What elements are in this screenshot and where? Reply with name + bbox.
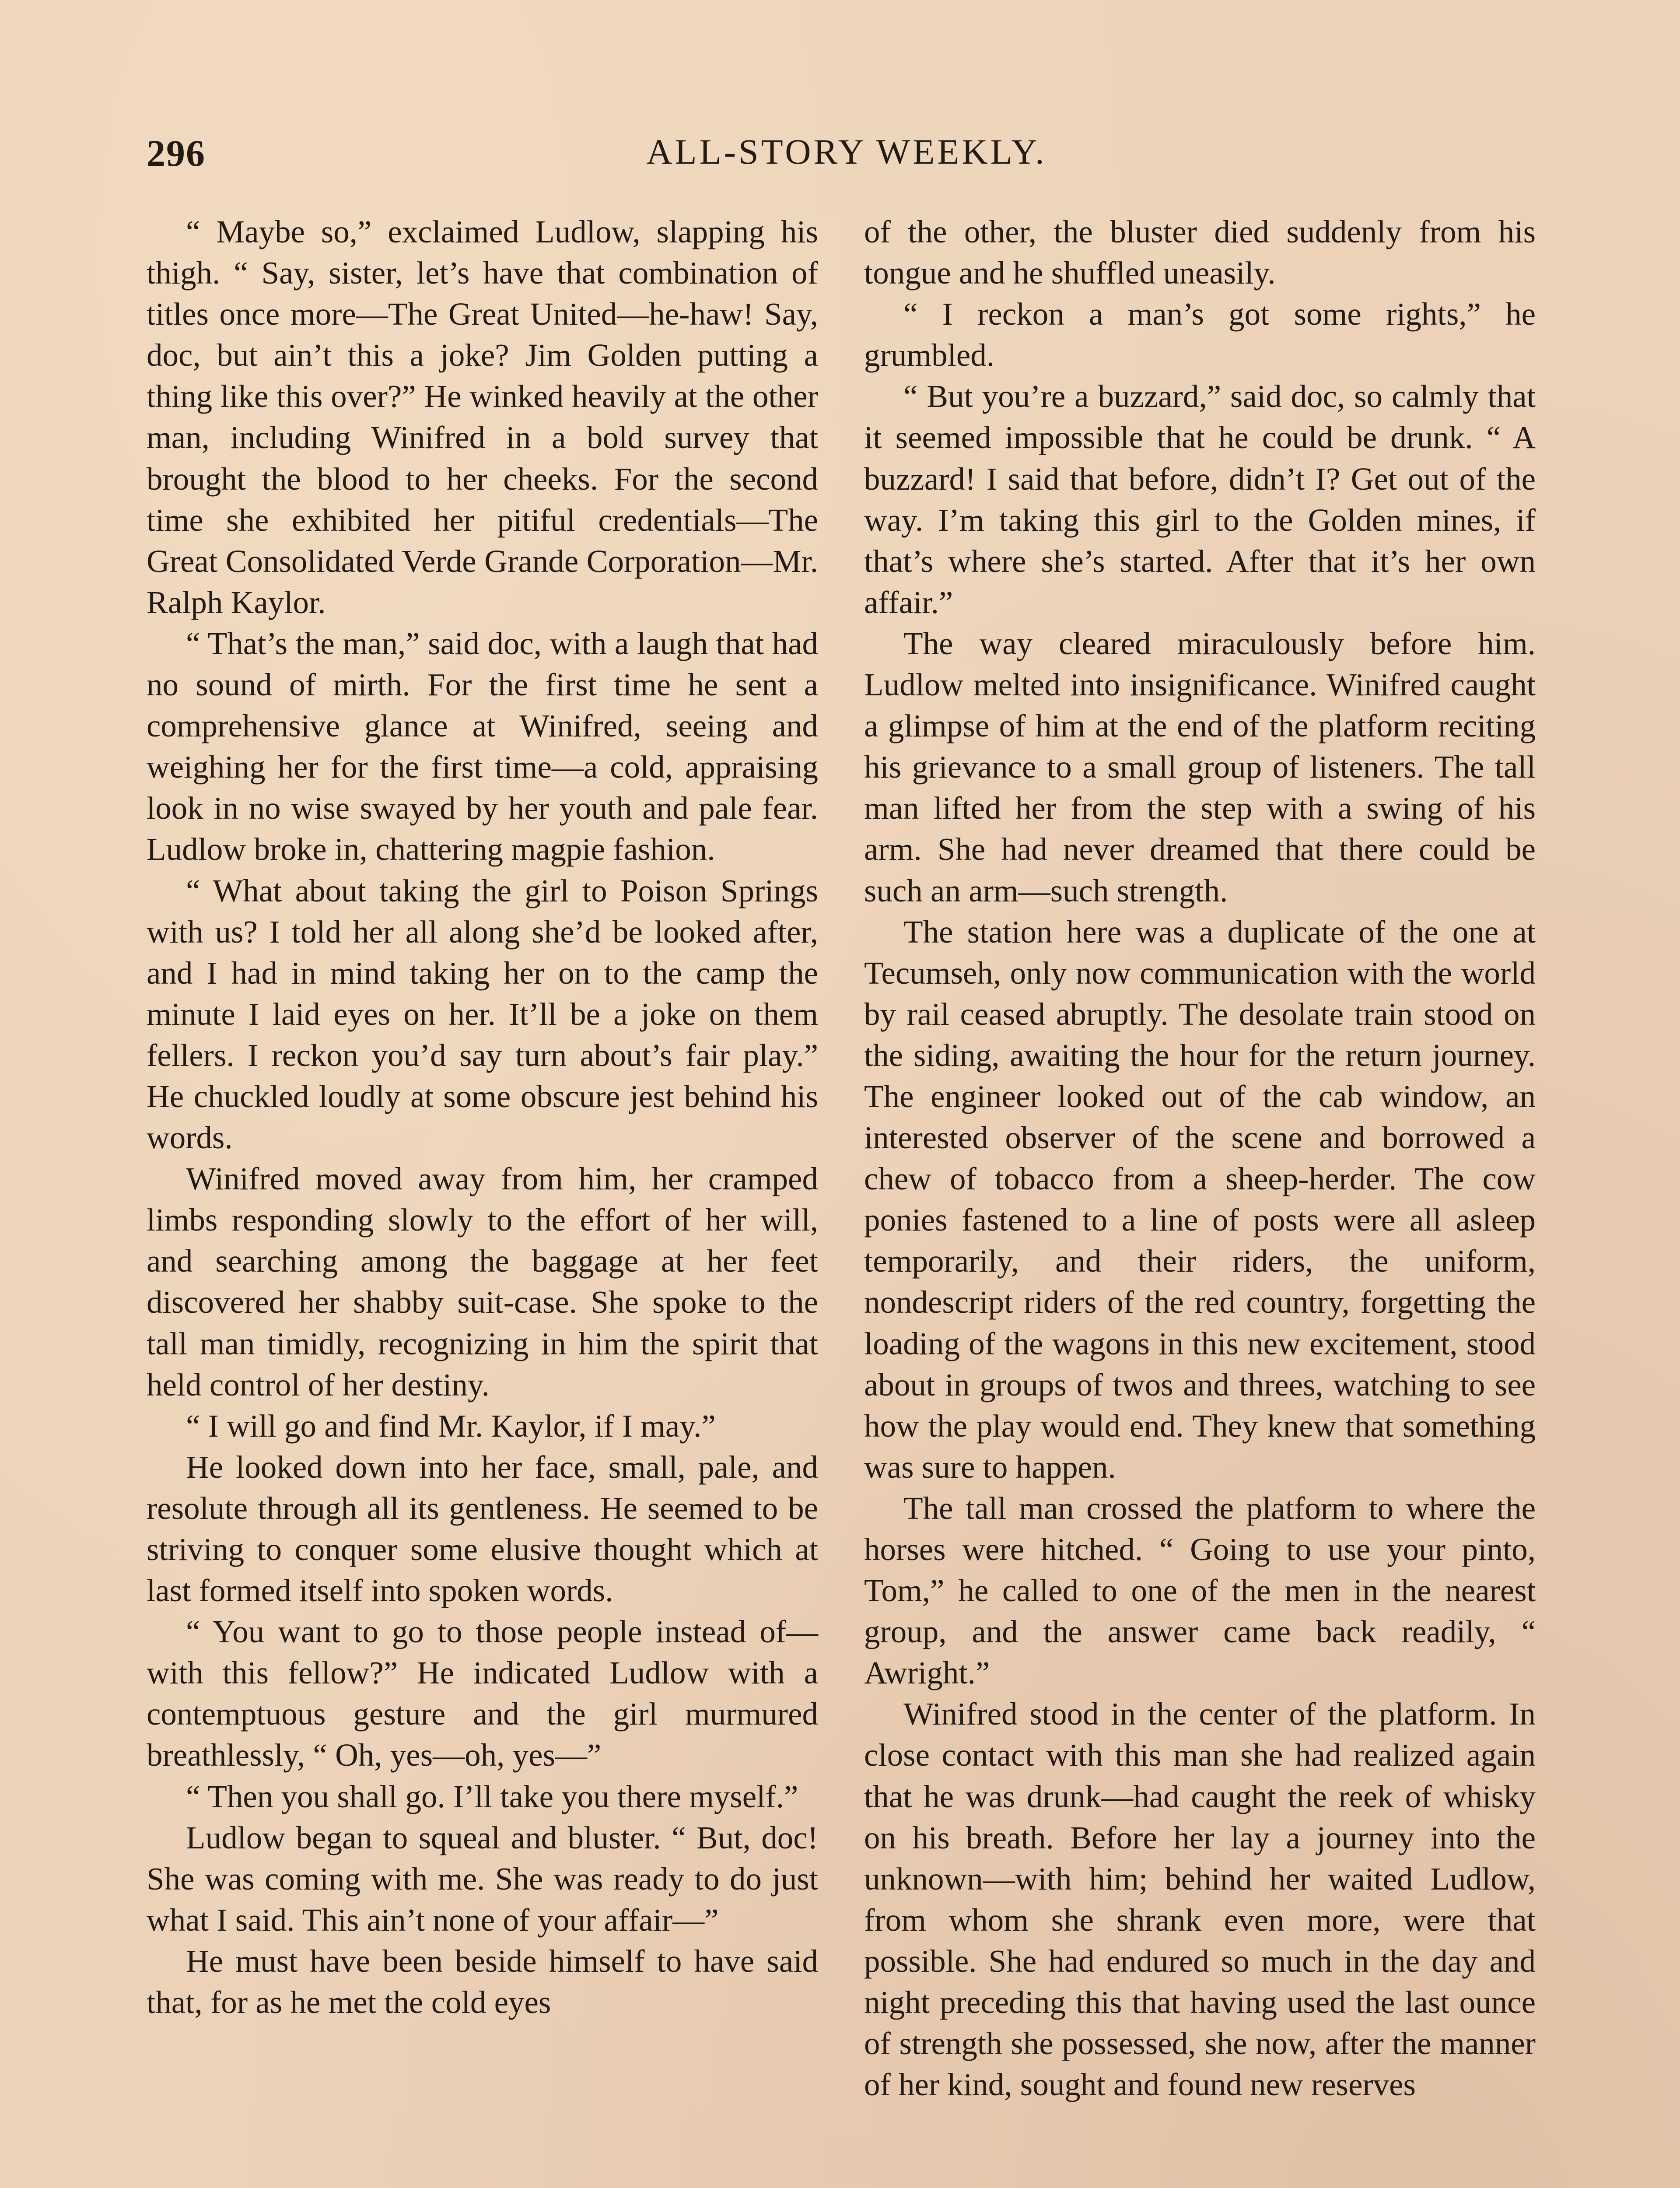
paragraph: Winifred moved away from him, her cramped limbs responding slowly to the effort of her will, and searching among the baggage at her feet discovered her shabby suit-case. She spoke to the tall man timidly, recognizing in him the spirit that held control of her destiny. (147, 1161, 818, 1403)
paragraph: “ You want to go to those people instead of—with this fellow?” He indicated Ludlow with a contemptuous gesture and the girl murmured breathlessly, “ Oh, yes—oh, yes—” (147, 1614, 818, 1773)
paragraph: “ That’s the man,” said doc, with a laugh that had no sound of mirth. For the first time he sent a comprehensive glance at Winifred, seeing and weighing her for the first time—a cold, appraising look in no wise swayed by her youth and pale fear. Ludlow broke in, chattering magpie fashion. (147, 625, 818, 867)
paragraph: “ Then you shall go. I’ll take you there myself.” (186, 1778, 798, 1814)
left-column (147, 211, 818, 2188)
paragraph: “ What about taking the girl to Poison Springs with us? I told her all along she’d be looked after, and I had in mind taking her on to the camp the minute I laid eyes on her. It’ll be a joke on them fellers. I reckon you’d say turn about’s fair play.” He chuckled loudly at some obscure jest behind his words. (147, 873, 818, 1156)
paragraph: “ But you’re a buzzard,” said doc, so calmly that it seemed impossible that he could be drunk. “ A buzzard! I said that before, didn’t I? Get out of the way. I’m taking this girl to the Golden mines, if that’s where she’s started. After that it’s her own affair.” (864, 379, 1536, 620)
paragraph: of the other, the bluster died suddenly from his tongue and he shuffled uneasily. (864, 214, 1536, 291)
paragraph: “ Maybe so,” exclaimed Ludlow, slapping his thigh. “ Say, sister, let’s have that combination of titles once more—The Great United—he-haw! Say, doc, but ain’t this a joke? Jim Golden putting a thing like this over?” He winked heavily at the other man, including Winifred in a bold survey that brought the blood to her cheeks. For the second time she exhibited her pitiful credentials—The Great Consolidated Verde Grande Corporation—Mr. Ralph Kaylor. (147, 214, 818, 620)
paragraph: “ I reckon a man’s got some rights,” he grumbled. (864, 296, 1536, 373)
paragraph: He must have been beside himself to have said that, for as he met the cold eyes (147, 1943, 818, 2020)
paragraph: The tall man crossed the platform to where the horses were hitched. “ Going to use your pinto, Tom,” he called to one of the men in the nearest group, and the answer came back readily, “ Awright.” (864, 1490, 1536, 1691)
right-column (864, 211, 1536, 2188)
page-header (147, 131, 1547, 179)
paragraph: Winifred stood in the center of the platform. In close contact with this man she had realized again that he was drunk—had caught the reek of whisky on his breath. Before her lay a journey into the unknown—with him; behind her waited Ludlow, from whom she shrank even more, were that possible. She had endured so much in the day and night preceding this that having used the last ounce of strength she possessed, she now, after the manner of her kind, sought and found new reserves (864, 1696, 1536, 2103)
paragraph: He looked down into her face, small, pale, and resolute through all its gentleness. He seemed to be striving to conquer some elusive thought which at last formed itself into spoken words. (147, 1449, 818, 1609)
running-head: ALL-STORY WEEKLY. (646, 132, 1047, 172)
paragraph: The way cleared miraculously before him. Ludlow melted into insignificance. Winifred caught a glimpse of him at the end of the platform reciting his grievance to a small group of listeners. The tall man lifted her from the step with a swing of his arm. She had never dreamed that there could be such an arm—such strength. (864, 625, 1536, 908)
text-columns (147, 211, 1536, 2188)
paragraph: The station here was a duplicate of the one at Tecumseh, only now communication with the world by rail ceased abruptly. The desolate train stood on the siding, awaiting the hour for the return journey. The engineer looked out of the cab window, an interested observer of the scene and borrowed a chew of tobacco from a sheep-herder. The cow ponies fastened to a line of posts were all asleep temporarily, and their riders, the uniform, nondescript riders of the red country, forgetting the loading of the wagons in this new excitement, stood about in groups of twos and threes, watching to see how the play would end. They knew that something was sure to happen. (864, 914, 1536, 1485)
paragraph: Ludlow began to squeal and bluster. “ But, doc! She was coming with me. She was ready to do just what I said. This ain’t none of your affair—” (147, 1820, 818, 1938)
paragraph: “ I will go and find Mr. Kaylor, if I may.” (186, 1408, 716, 1444)
page-number: 296 (147, 132, 206, 174)
